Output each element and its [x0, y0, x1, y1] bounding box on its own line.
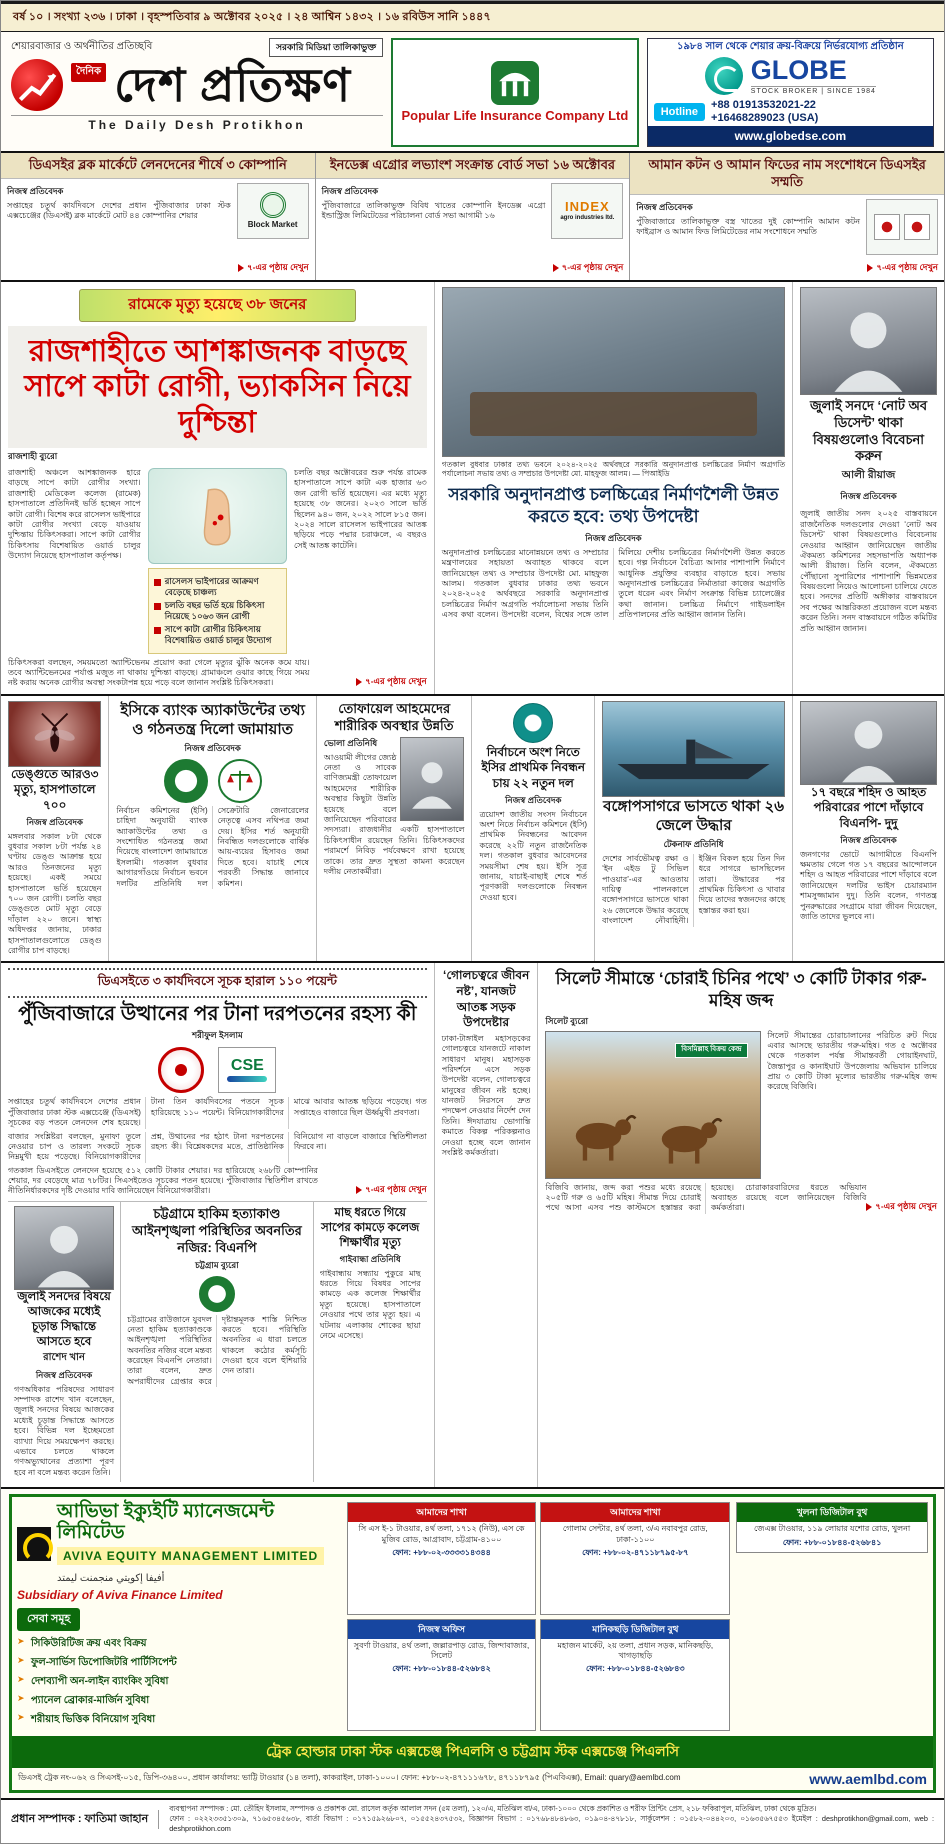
sylhet-body-2: বিজিবি জানায়, জব্দ করা পশুর মধ্যে রয়েছে ২০৫টি গরু ও ৬৫টি মহিষ। সীমান্ত দিয়ে চোরাই পথে আসা এসব পশু কাস্টমসে হস্তান্তর করা হয়েছে। চোরাকারবারিদের ধরতে অভিযান অব্যাহত রয়েছে বলে জানিয়েছেন বিজিবি কর্মকর্তারা। — [545, 1182, 867, 1213]
index-agro-logo — [551, 183, 623, 239]
teaser-headline: ডিএসইর ব্লক মার্কেটে লেনদেনের শীর্ষে ৩ কোম্পানি — [1, 153, 315, 178]
imprint-line-2: ফোন : ০২২২৩৩৫১৩০৯, ৭১৬৫৩৪৫৬৩৮, বার্তা বিভাগ : ০১৭১৫৯২৬৮০৭, ০১৫৫২৪৩৭৫৩২, বিজ্ঞাপন বিভাগ : ০১৭৬৮৪৮৪৮৬৩, ০১৯০৪-৪৭৮১৮, সার্কুলেশন : ০১৫৮২-০৪৪২০৩, ০১৬৩৫৬৭৫৫৩ ইমেইল : deshprotikhon@gmail.com, web : deshprotikhon.com — [169, 1814, 934, 1834]
cattle-sign-text: বিসমিল্লাহ বিক্রয় কেন্দ্র — [675, 1043, 747, 1057]
lead-kicker: রামেকে মৃত্যু হয়েছে ৩৮ জনের — [79, 289, 355, 322]
riaz-body: জুলাই জাতীয় সনদ ২০২৫ বাস্তবায়নে রাজনৈতিক দলগুলোর দেওয়া ‘নোট অব ডিসেন্ট’ থাকা বিষয়গুলোও বিবেচনায় নেওয়ার আহ্বান জানিয়েছেন জাতীয় ঐকমত্য কমিশনের সহসভাপতি অধ্যাপক আলী রীয়াজ। তিনি বলেন, ঐকমত্যে পৌঁছানো সুপারিশের পাশাপাশি ভিন্নমতের বিষয়গুলো নিয়েও আলোচনা চালিয়ে যেতে হবে। সনদের প্রতিটি অঙ্গীকার বাস্তবায়নে সব পক্ষের আন্তরিকতা প্রয়োজন বলে মন্তব্য করেন তিনি। সনদ বাস্তবায়নে গঠিত কমিটির প্রতি আহ্বান জানান। — [800, 509, 937, 633]
lead-body-col3: চিকিৎসকরা বলছেন, সময়মতো অ্যান্টিভেনম প্রয়োগ করা গেলে মৃত্যুর ঝুঁকি অনেক কমে যায়। তবে অ্যান্টিভেনমের পর্যাপ্ত মজুত না থাকায় দুশ্চিন্তা বাড়ছে। গ্রামাঞ্চলে ওঝার কাছে গিয়ে সময় নষ্ট করায় অনেক রোগীর অবস্থা সংকটাপন্ন হয়ে পড়ে বলে জানান সংশ্লিষ্ট চিকিৎসকরা। — [8, 657, 310, 688]
arrow-icon — [356, 1186, 362, 1194]
dengue-story — [1, 696, 109, 961]
globe-phone-2: +16468289023 (USA) — [711, 111, 819, 124]
aviva-service-item: ➤ শরীয়াহ ভিত্তিক বিনিয়োগ সুবিধা — [17, 1712, 341, 1729]
popular-life-logo-icon — [491, 61, 539, 105]
jamaat-body: নির্বাচন কমিশনের (ইসি) চাহিদা অনুযায়ী ব্যাংক অ্যাকাউন্টের তথ্য ও সংশোধিত গঠনতন্ত্র জমা দিয়েছে বাংলাদেশ জামায়াতে ইসলামী। গতকাল বুধবার আগারগাঁওয়ে নির্বাচন ভবনে দলটির প্রতিনিধি দল সেক্রেটারি জেনারেলের নেতৃত্বে এসব নথিপত্র জমা দেয়। ইসির শর্ত অনুযায়ী নিবন্ধিত দলগুলোকে বার্ষিক আয়-ব্যয়ের হিসাবও জমা দিতে হবে। যাচাই শেষে পরবর্তী সিদ্ধান্ত জানাবে কমিশন। — [116, 805, 309, 888]
cattle-photo — [545, 1031, 761, 1179]
gov-listed-badge: সরকারি মিডিয়া তালিকাভুক্ত — [269, 38, 383, 57]
rashed-byline: নিজস্ব প্রতিবেদক — [35, 1369, 93, 1380]
tofayel-byline: ভোলা প্রতিনিধি — [323, 737, 378, 748]
cse-logo-text: CSE — [230, 1057, 264, 1075]
road-headline: ‘গোলচত্বরে জীবন নষ্ট’, যানজট আতঙ্ক সড়ক উপদেষ্টার — [442, 968, 530, 1030]
block-market-label: Block Market — [247, 220, 298, 230]
riaz-headline: জুলাই সনদে ‘নোট অব ডিসেন্ট’ থাকা বিষয়গুলোও বিবেচনা করুন — [809, 397, 928, 464]
market-body-3: গতকাল ডিএসইতে লেনদেন হয়েছে ৫১২ কোটি টাকার শেয়ার। দর হারিয়েছে ২৬৮টি কোম্পানির শেয়ার, দর বেড়েছে মাত্র ৭৮টির। সিএসইতেও সূচকের পতন হয়েছে। পুঁজিবাজার স্থিতিশীল রাখতে নীতিনির্ধারকদের দৃষ্টি দেওয়ার দাবি জানিয়েছেন বিনিয়োগকারীরা। — [8, 1165, 318, 1196]
block-market-image — [237, 183, 309, 239]
lead-story — [1, 282, 435, 694]
aviva-title-bn: আভিভা ইক্যুইটি ম্যানেজমেন্ট লিমিটেড — [57, 1501, 275, 1544]
dudu-story — [793, 696, 944, 961]
lead-bullet: রাসেলস ভাইপারের আক্রমণ বেড়েছে চাঞ্চল্য — [154, 576, 281, 597]
rescue-byline: টেকনাফ প্রতিনিধি — [663, 838, 724, 849]
branch-phone: ফোন: +৮৮-০২-৪৭১১৮৭৯৫-৮৭ — [582, 1547, 689, 1557]
film-body: অনুদানপ্রাপ্ত চলচ্চিত্রের মানোন্নয়নে তথ্য ও সম্প্রচার মন্ত্রণালয়ের সহায়তা অব্যাহত থাকবে বলে জানিয়েছেন তথ্য ও সম্প্রচার উপদেষ্টা মো. মাহফুজ আলম। গতকাল বুধবার ঢাকার তথ্য ভবনে ২০২৪-২০২৫ অর্থবছরে সরকারি অনুদানপ্রাপ্ত চলচ্চিত্রের নির্মাণ অগ্রগতি পর্যালোচনা সভায় তিনি এসব কথা বলেন। উপদেষ্টা বলেন, বিশ্বের সঙ্গে তাল মিলিয়ে দেশীয় চলচ্চিত্রের নির্মাণশৈলী উন্নত করতে হবে। গল্প নির্বাচনে বৈচিত্র্য আনার পাশাপাশি নির্মাণে আধুনিক প্রযুক্তির ব্যবহার বাড়াতে হবে। সভায় অনুদানপ্রাপ্ত চলচ্চিত্রের নির্মাতারা কাজের অগ্রগতি তুলে ধরেন এবং নির্মাণ সংক্রান্ত বিভিন্ন চ্যালেঞ্জের কথা জানান। চলচ্চিত্র নির্মাণে গাইডলাইন প্রতিপালনের প্রতি আহ্বান জানান তিনি। — [441, 547, 786, 620]
page-ref-link[interactable]: ৭-এর পৃষ্ঠায় দেখুন — [866, 1200, 937, 1214]
chattogram-byline: চট্টগ্রাম ব্যুরো — [195, 1259, 239, 1270]
globe-phone-1: +88 01913532021-22 — [711, 99, 816, 111]
road-body: ঢাকা-টাঙ্গাইল মহাসড়কের গোলচত্বরে যানজটে নাকাল সাধারণ মানুষ। মহাসড়ক পরিদর্শনে এসে সড়ক উপদেষ্টা বলেন, গোলচত্বরে মানুষের জীবন নষ্ট হচ্ছে। যানজট নিরসনে দ্রুত পদক্ষেপ নেওয়ার নির্দেশ দেন তিনি। ঈদযাত্রায় ভোগান্তি কমাতে বিকল্প পরিকল্পনাও নেওয়া হচ্ছে বলে জানান সংশ্লিষ্ট কর্মকর্তারা। — [441, 1033, 531, 1158]
dengue-body: মঙ্গলবার সকাল ৮টা থেকে বুধবার সকাল ৮টা পর্যন্ত ২৪ ঘণ্টায় ডেঙ্গু আক্রান্ত হয়ে আরও তিনজনের মৃত্যু হয়েছে। একই সময়ে হাসপাতালে ভর্তি হয়েছেন ৭০০ জন রোগী। চলতি বছর ডেঙ্গুতে মোট মৃত্যু বেড়ে দাঁড়াল ২২০ জনে। স্বাস্থ্য অধিদপ্তর জানায়, ঢাকার হাসপাতালগুলোতে ডেঙ্গু রোগীর চাপ বাড়ছে। — [8, 831, 102, 955]
meeting-photo-caption: গতকাল বুধবার ঢাকার তথ্য ভবনে ২০২৪-২০২৫ অর্থবছরে সরকারি অনুদানপ্রাপ্ত চলচ্চিত্রের নির্মাণ অগ্রগতি পর্যালোচনা সভায় তথ্য ও সম্প্রচার উপদেষ্টা মো. মাহফুজ আলম। — পিআইডি — [441, 459, 786, 479]
dudu-body: জনগণের ভোটে আগামীতে বিএনপি ক্ষমতায় গেলে গত ১৭ বছরের আন্দোলনে শহিদ ও আহত পরিবারের পাশে দাঁড়াবে বলে জানিয়েছেন দলটির ভাইস চেয়ারম্যান শামসুজ্জামান দুদু। তিনি বলেন, গণতন্ত্র পুনরুদ্ধারের সংগ্রামে যারা জীবন দিয়েছেন, জাতি তাদের ভুলবে না। — [800, 849, 937, 921]
dateline-bar — [1, 1, 944, 32]
branch-phone: ফোন: +৮৮-০১৮৪৪-৫২৬৮৪১ — [782, 1537, 882, 1547]
imprint-line-1: ব্যবস্থাপনা সম্পাদক : মো. তৌহিদ ইসলাম, সম্পাদক ও প্রকাশক মো. রাসেল কর্তৃক আলাল সদন (৫ম তলা), ১২০/এ, মতিঝিল বা/এ, ঢাকা-১০০০ থেকে প্রকাশিত ও শরীফ প্রিন্টিং প্রেস, ২১৮ ফকিরাপুল, মতিঝিল, ঢাকা থেকে মুদ্রিত। — [169, 1803, 817, 1813]
fish-byline: গাইবান্ধা প্রতিনিধি — [339, 1253, 401, 1264]
aviva-service-item: ➤ প্যানেল ব্রোকার-মার্জিন সুবিধা — [17, 1693, 341, 1710]
dudu-photo — [800, 701, 937, 785]
rashed-body: গণঅধিকার পরিষদের সাধারণ সম্পাদক রাশেদ খান বলেছেন, জুলাই সনদের বিষয়ে আজকের মধ্যেই চূড়ান্ত সিদ্ধান্তে আসতে হবে। বিভিন্ন দল ইচ্ছেমতো ব্যাখ্যা দিয়ে সময়ক্ষেপণ করছে। এভাবে চলতে থাকলে গণঅভ্যুত্থানের প্রত্যাশা পূরণ হবে না বলে মন্তব্য করেন তিনি। — [14, 1384, 115, 1477]
masthead-brand — [11, 38, 383, 147]
newspaper-title: দেশ প্রতিক্ষণ — [114, 59, 352, 111]
lead-bullet: সাপে কাটা রোগীর চিকিৎসায় বিশেষায়িত ওয়ার্ড চালুর উদ্যোগ — [154, 624, 281, 645]
branch-address: মহাজন মার্কেট, ২য় তলা, প্রধান সড়ক, মানিকছড়ি, খাগড়াছড়ি — [557, 1640, 714, 1660]
dudu-headline: ১৭ বছরে শহিদ ও আহত পরিবারের পাশে দাঁড়াবে বিএনপি- দুদু — [810, 784, 927, 831]
aviva-logo-icon — [17, 1527, 51, 1561]
dateline-text: বর্ষ ১০ । সংখ্যা ২৩৬ । ঢাকা । বৃহস্পতিবার ৯ অক্টোবর ২০২৫ । ২৪ আশ্বিন ১৪৩২ । ১৬ রবিউস সানি ১৪৪৭ — [13, 11, 491, 23]
film-byline: নিজস্ব প্রতিবেদক — [585, 532, 642, 543]
teaser-byline: নিজস্ব প্রতিবেদক — [636, 201, 693, 212]
chattogram-headline: চট্টগ্রামে হাকিম হত্যাকাণ্ড আইনশৃঙ্খলা পরিস্থিতির অবনতির নজির: বিএনপি — [131, 1205, 302, 1255]
teaser-strip — [1, 151, 944, 282]
parties-headline: নির্বাচনে অংশ নিতে ইসির প্রাথমিক নিবন্ধন চায় ২২ নতুন দল — [481, 744, 586, 791]
bnp-emblem-icon — [199, 1276, 235, 1312]
teaser-byline: নিজস্ব প্রতিবেদক — [321, 185, 379, 196]
branch-address: জেএক্স টাওয়ার, ১১৯ লোয়ার যশোর রোড, খুলনা — [754, 1524, 911, 1534]
arrow-icon — [867, 264, 873, 272]
rescue-story — [595, 696, 793, 961]
teaser-body: সপ্তাহের চতুর্থ কার্যদিবসে দেশের প্রধান পুঁজিবাজার ঢাকা স্টক এক্সচেঞ্জের (ডিএসই) ব্লক মার্কেটে মোট ৪৪ কোম্পানির শেয়ার — [7, 200, 231, 220]
teaser-headline: আমান কটন ও আমান ফিডের নাম সংশোধনে ডিএসইর সম্মতি — [630, 153, 944, 195]
fish-headline: মাছ ধরতে গিয়ে সাপের কামড়ে কলেজ শিক্ষার্থীর মৃত্যু — [321, 1206, 420, 1249]
film-headline: সরকারি অনুদানপ্রাপ্ত চলচ্চিত্রের নির্মাণশৈলী উন্নত করতে হবে: তথ্য উপদেষ্টা — [448, 484, 779, 526]
page-ref-link[interactable]: ৭-এর পৃষ্ঠায় দেখুন — [238, 261, 309, 275]
jamaat-story — [109, 696, 316, 961]
riaz-photo — [800, 287, 937, 395]
globe-logo-icon — [705, 57, 743, 95]
arrow-icon — [866, 1203, 872, 1211]
meeting-photo — [442, 287, 785, 457]
branch-address: সুবর্ণা টাওয়ার, ৪র্থ তলা, জল্লারপাড় রোড, জিন্দাবাজার, সিলেট — [353, 1640, 530, 1660]
dse-wreath-icon — [260, 192, 286, 218]
aviva-service-item: ➤ সিকিউরিটিজ ক্রয় এবং বিক্রয় — [17, 1636, 341, 1653]
lead-byline: রাজশাহী ব্যুরো — [8, 450, 58, 461]
chattogram-story — [121, 1202, 314, 1482]
branch-title: নিজস্ব অফিস — [348, 1620, 536, 1639]
globe-tagline: ১৯৮৪ সাল থেকে শেয়ার ক্রয়-বিক্রয়ে নির্ভরযোগ্য প্রতিষ্ঠান — [676, 41, 904, 52]
ec-scale-logo-icon — [218, 759, 262, 803]
aviva-services-title: সেবা সমূহ — [17, 1608, 80, 1631]
mosquito-photo — [8, 701, 101, 767]
sylhet-headline: সিলেট সীমান্তে ‘চোরাই চিনির পথে’ ৩ কোটি টাকার গরু-মহিষ জব্দ — [555, 969, 927, 1011]
branch-box — [347, 1502, 537, 1614]
globe-ad[interactable] — [647, 38, 934, 147]
rescue-headline: বঙ্গোপসাগরে ভাসতে থাকা ২৬ জেলে উদ্ধার — [603, 797, 784, 835]
road-story — [435, 963, 539, 1487]
branch-phone: ফোন: +৮৮-০২-৩৩৩৩১৪৩৪৪ — [392, 1547, 491, 1557]
globe-brand-sub: STOCK BROKER | SINCE 1984 — [750, 88, 876, 95]
aviva-ad[interactable] — [9, 1494, 936, 1793]
branch-box — [540, 1502, 730, 1614]
branch-box — [736, 1502, 928, 1552]
tofayel-photo — [400, 737, 464, 821]
market-body-1: সপ্তাহের চতুর্থ কার্যদিবসে দেশের প্রধান পুঁজিবাজার ঢাকা স্টক এক্সচেঞ্জে (ডিএসই) সূচকের বড় পতনে লেনদেন শেষ হয়েছে। টানা তিন কার্যদিবসের পতনে সূচক হারিয়েছে ১১০ পয়েন্ট। বিনিয়োগকারীদের মাঝে আবার আতঙ্ক ছড়িয়ে পড়েছে। গত সপ্তাহেও বাজারে ছিল ঊর্ধ্বমুখী প্রবণতা। — [8, 1097, 427, 1128]
teaser-body: পুঁজিবাজারে তালিকাভুক্ত বস্ত্র খাতের দুই কোম্পানি আমান কটন ফাইব্রাস ও আমান ফিড লিমিটেডের নাম সংশোধনে সম্মতি — [636, 216, 861, 237]
chief-editor: প্রধান সম্পাদক : ফাতিমা জাহান — [11, 1810, 159, 1829]
branch-title: আমাদের শাখা — [348, 1503, 536, 1522]
aviva-brand-block — [17, 1502, 341, 1731]
dse-logo-icon — [158, 1047, 204, 1093]
index-logo-text: INDEX — [564, 199, 610, 215]
newspaper-logo-icon — [11, 59, 63, 111]
dudu-byline: নিজস্ব প্রতিবেদক — [840, 834, 897, 845]
jamaat-headline: ইসিকে ব্যাংক অ্যাকাউন্টের তথ্য ও গঠনতন্ত্র দিলো জামায়াত — [120, 701, 305, 739]
page-ref-link[interactable]: ৭-এর পৃষ্ঠায় দেখুন — [356, 675, 427, 689]
aviva-subsidiary: Subsidiary of Aviva Finance Limited — [17, 1587, 223, 1602]
page-ref-link[interactable]: ৭-এর পৃষ্ঠায় দেখুন — [867, 261, 938, 275]
lead-body-col2: চলতি বছর অক্টোবরের শুরু পর্যন্ত রামেক হাসপাতালে সাপে কাটা এক হাজার ৬৩ জন রোগী ভর্তি হয়েছেন। এর মধ্যে মৃত্যু হয়েছে ৩৮ জনের। ২০২৩ সালে ভর্তি ছিলেন ৯৪০ জন, ২০২২ সালে ৮১৫ জন। ২০২৪ সালে রাসেলস ভাইপারের আতঙ্ক ছড়িয়ে পড়ে পদ্মার চরাঞ্চলে, এ বছরও সেই আতঙ্ক কাটেনি। — [294, 467, 427, 550]
teaser-headline: ইনডেক্স এগ্রোর লভ্যাংশ সংক্রান্ত বোর্ড সভা ১৬ অক্টোবর — [316, 153, 630, 178]
aviva-details: ডিএসই ট্রেক নং-০৬২ ও সিএসই-০১৫, ডিপি-৩৬৪০০, প্রধান কার্যালয়: ভাট্টি টাওয়ার (১৪ তলা), কাকরাইল, ঢাকা-১০০০। ফোন: +৮৮-০২-৪৭১১১৬৭৮, ৪৭১১৮৭৯৫ (পিএবিএক্স), Email: quary@aemlbd.com — [18, 1773, 681, 1783]
aman-cotton-logo-icon — [874, 214, 900, 240]
parties-byline: নিজস্ব প্রতিবেদক — [505, 794, 562, 805]
aviva-title-en: AVIVA EQUITY MANAGEMENT LIMITED — [57, 1547, 324, 1565]
film-story — [435, 282, 793, 694]
lead-headline: রাজশাহীতে আশঙ্কাজনক বাড়ছে সাপে কাটা রোগী, ভ্যাকসিন নিয়ে দুশ্চিন্তা — [8, 326, 427, 448]
rescue-body: দেশের সার্বভৌমত্ব রক্ষা ও ‘ইন এইড টু সিভিল পাওয়ার’-এর আওতায় দায়িত্ব পালনকালে বঙ্গোপসাগরে ভাসতে থাকা ২৬ জেলেকে উদ্ধার করেছে বাংলাদেশ নৌবাহিনী। ইঞ্জিন বিকল হয়ে তিন দিন ধরে সাগরে ভাসছিলেন তারা। উদ্ধারের পর প্রাথমিক চিকিৎসা ও খাবার দিয়ে তাদের স্বজনদের কাছে হস্তান্তর করা হয়। — [602, 853, 786, 926]
teaser-aman — [630, 153, 944, 280]
page-ref-link[interactable]: ৭-এর পৃষ্ঠায় দেখুন — [356, 1183, 427, 1197]
teaser-body: পুঁজিবাজারে তালিকাভুক্ত বিবিধ খাতের কোম্পানি ইনডেক্স এগ্রো ইন্ডাস্ট্রিজ লিমিটেডের পরিচালনা বোর্ড সভা আগামী ১৬ — [321, 200, 546, 220]
tofayel-headline: তোফায়েল আহমেদের শারীরিক অবস্থার উন্নতি — [334, 700, 454, 733]
branch-address: সি এস ই-১ টাওয়ার, ৪র্থ তলা, ১৭১২ (নিউ), এস কে মুজিব রোড, আগ্রাবাদ, চট্টগ্রাম-৪১০০ — [358, 1524, 525, 1544]
branch-address: গোলাম সেন্টার, ৪র্থ তলা, ৩/এ নবাবপুর রোড, ঢাকা-১১০০ — [562, 1524, 708, 1544]
arrow-icon — [553, 264, 559, 272]
index-logo-subtext: agro industries ltd. — [560, 215, 615, 222]
market-kicker: ডিএসইতে ৩ কার্যদিবসে সূচক হারাল ১১০ পয়েন্ট — [8, 968, 427, 998]
branch-box — [540, 1619, 730, 1731]
second-band — [1, 696, 944, 963]
aviva-services-list — [17, 1636, 341, 1729]
teaser-block-market — [1, 153, 316, 280]
popular-life-name: Popular Life Insurance Company Ltd — [401, 108, 629, 124]
riaz-byline: নিজস্ব প্রতিবেদক — [840, 491, 897, 502]
lower-band — [1, 963, 944, 1489]
chattogram-body: চট্টগ্রামের রাউজানে যুবদল নেতা হাকিম হত্যাকাণ্ডকে আইনশৃঙ্খলা পরিস্থিতির অবনতির নজির বলে মন্তব্য করেছেন বিএনপি নেতারা। তারা বলেন, দ্রুত অপরাধীদের গ্রেপ্তার করে দৃষ্টান্তমূলক শাস্তি নিশ্চিত করতে হবে। পরিস্থিতি অবনতির এ ধারা চলতে থাকলে কঠোর কর্মসূচি দেওয়া হবে বলে হুঁশিয়ারি দেন তারা। — [127, 1314, 307, 1386]
sylhet-byline: সিলেট ব্যুরো — [545, 1015, 589, 1026]
branch-title: আমাদের শাখা — [541, 1503, 729, 1522]
party-emblem-icon — [513, 703, 553, 743]
globe-hotline-label: Hotline — [654, 103, 705, 121]
market-section — [1, 963, 435, 1487]
rashed-speaker: রাশেদ খান — [43, 1351, 85, 1363]
arrow-icon — [356, 678, 362, 686]
aviva-branches — [347, 1502, 731, 1731]
dengue-byline: নিজস্ব প্রতিবেদক — [26, 816, 83, 827]
lead-bullet: চলতি বছর ভর্তি হয়ে চিকিৎসা নিয়েছে ১০৬৩ জন রোগী — [154, 600, 281, 621]
tofayel-story — [317, 696, 473, 961]
aman-feed-logo-icon — [904, 214, 930, 240]
branch-title: মানিকছড়ি ডিজিটাল বুথ — [541, 1620, 729, 1639]
market-headline: পুঁজিবাজারে উত্থানের পর টানা দরপতনের রহস্য কী — [18, 1003, 417, 1026]
cse-logo-icon — [218, 1047, 276, 1093]
aviva-title-ar: أفيفا إكويتي منجمنت ليمتد — [57, 1572, 165, 1584]
aviva-trek-line: ট্রেক হোল্ডার ঢাকা স্টক এক্সচেঞ্জ পিএলসি ও চট্টগ্রাম স্টক এক্সচেঞ্জ পিএলসি — [12, 1736, 933, 1768]
newspaper-subtitle: The Daily Desh Protikhon — [11, 115, 383, 132]
aman-logos — [866, 199, 938, 255]
teaser-index-agro — [316, 153, 631, 280]
masthead — [1, 32, 944, 151]
sylhet-body-1: সিলেট সীমান্তের চোরাচালানের পরিচিত রুট দিয়ে এবার আসছে ভারতীয় গরু-মহিষ। গত ৫ অক্টোবর থেকে গতকাল পর্যন্ত সীমান্তবর্তী গোয়াইনঘাট, জৈন্তাপুর ও কানাইঘাট উপজেলায় অভিযান চালিয়ে প্রায় ৩ কোটি টাকা মূল্যের ভারতীয় গরু-মহিষ জব্দ করেছে বিজিবি। — [767, 1030, 937, 1092]
branch-phone: ফোন: +৮৮-০১৮৪৪-৫২৬৮৪২ — [392, 1664, 491, 1674]
riaz-story — [793, 282, 944, 694]
aviva-service-item: ➤ দেশব্যাপী অন-লাইন ব্যাংকিং সুবিধা — [17, 1674, 341, 1691]
lead-bullet-list — [148, 568, 287, 654]
page-ref-link[interactable]: ৭-এর পৃষ্ঠায় দেখুন — [553, 261, 624, 275]
top-stories-band — [1, 282, 944, 696]
tofayel-body: আওয়ামী লীগের জ্যেষ্ঠ নেতা ও সাবেক বাণিজ্যমন্ত্রী তোফায়েল আহমেদের শারীরিক অবস্থার কিছুটা উন্নতি হয়েছে বলে জানিয়েছেন পরিবারের সদস্যরা। রাজধানীর একটি হাসপাতালে চিকিৎসাধীন রয়েছেন তিনি। চিকিৎসকদের পরামর্শে নিবিড় পর্যবেক্ষণে রাখা হয়েছে তাকে। তার দ্রুত সুস্থতা কামনা করেছেন দলীয় নেতাকর্মীরা। — [323, 752, 465, 876]
masthead-tagline: শেয়ারবাজার ও অর্থনীতির প্রতিচ্ছবি — [11, 41, 153, 52]
arrow-icon — [238, 264, 244, 272]
parties-body: ত্রয়োদশ জাতীয় সংসদ নির্বাচনে অংশ নিতে নির্বাচন কমিশনে (ইসি) প্রাথমিক নিবন্ধনের আবেদন করেছে ২২টি নতুন রাজনৈতিক দল। গতকাল বুধবার আবেদনের সময়সীমা শেষ হয়। ইসি সূত্র জানায়, যাচাই-বাছাই শেষে শর্ত পূরণকারী দলগুলোকে নিবন্ধন দেওয়া হবে। — [479, 809, 588, 902]
jamaat-byline: নিজস্ব প্রতিবেদক — [184, 742, 241, 753]
rashed-story — [8, 1202, 121, 1482]
fish-story — [314, 1202, 427, 1482]
jamaat-logo-icon — [164, 759, 208, 803]
aviva-service-item: ➤ ফুল-সার্ভিস ডিপোজিটরি পার্টিসিপেন্ট — [17, 1655, 341, 1672]
rashed-headline: জুলাই সনদের বিষয়ে আজকের মধ্যেই চূড়ান্ত সিদ্ধান্তে আসতে হবে — [17, 1290, 111, 1348]
popular-life-ad[interactable] — [391, 38, 639, 147]
branch-title: খুলনা ডিজিটাল বুথ — [737, 1503, 927, 1522]
rashed-photo — [14, 1206, 114, 1290]
dengue-headline: ডেঙ্গুতে আরও৩ মৃত্যু, হাসপাতালে ৭০০ — [10, 766, 99, 813]
parties-story — [472, 696, 595, 961]
riaz-speaker: আলী রীয়াজ — [841, 469, 896, 482]
teaser-byline: নিজস্ব প্রতিবেদক — [7, 185, 64, 196]
branch-phone: ফোন: +৮৮-০১৮৪৪-৫২৬৮৪৩ — [586, 1664, 685, 1674]
imprint-footer — [1, 1798, 944, 1843]
globe-brand: GLOBE — [750, 55, 847, 85]
market-byline: শরীফুল ইসলাম — [192, 1030, 243, 1041]
market-body-2: বাজার সংশ্লিষ্টরা বলছেন, মুনাফা তুলে নেওয়ার চাপ ও তারল্য সংকটে সূচক নিম্নমুখী হয়ে পড়েছে। বিনিয়োগকারীদের প্রশ্ন, উত্থানের পর হঠাৎ টানা দরপতনের রহস্য কী। বিশ্লেষকদের মতে, প্রাতিষ্ঠানিক বিনিয়োগ না বাড়লে বাজারে স্থিতিশীলতা ফিরবে না। — [8, 1131, 427, 1162]
branch-box — [347, 1619, 537, 1731]
daily-label: দৈনিক — [71, 63, 106, 82]
cse-wave-icon — [227, 1076, 267, 1082]
lead-body-col1: রাজশাহী অঞ্চলে আশঙ্কাজনক হারে বাড়ছে সাপে কাটা রোগীর সংখ্যা। রাজশাহী মেডিকেল কলেজ (রামেক) হাসপাতালে প্রতিদিনই ভর্তি হচ্ছেন সাপে কাটা রোগী। বিশেষ করে রাসেলস ভাইপারে কাটা রোগীর সংখ্যা বেড়ে যাওয়ায় দুশ্চিন্তায় চিকিৎসকরা। সাপে কাটা রোগীর চিকিৎসায় বিশেষায়িত ওয়ার্ড চালুর উদ্যোগ নিয়েছে হাসপাতাল কর্তৃপক্ষ। — [8, 467, 141, 561]
aviva-website-link[interactable]: www.aemlbd.com — [809, 1770, 927, 1787]
sylhet-story — [538, 963, 943, 1487]
lower-left-subrow — [8, 1201, 427, 1482]
sea-rescue-photo — [602, 701, 785, 797]
fish-body: গাইবান্ধায় সন্ধ্যায় পুকুরে মাছ ধরতে গিয়ে বিষধর সাপের কামড়ে এক কলেজ শিক্ষার্থীর মৃত্যু হয়েছে। হাসপাতালে নেওয়ার পথে তার মৃত্যু হয়। এ ঘটনায় এলাকায় শোকের ছায়া নেমে এসেছে। — [319, 1268, 421, 1341]
globe-website-link[interactable]: www.globedse.com — [648, 126, 933, 146]
snakebite-illustration — [148, 468, 287, 564]
